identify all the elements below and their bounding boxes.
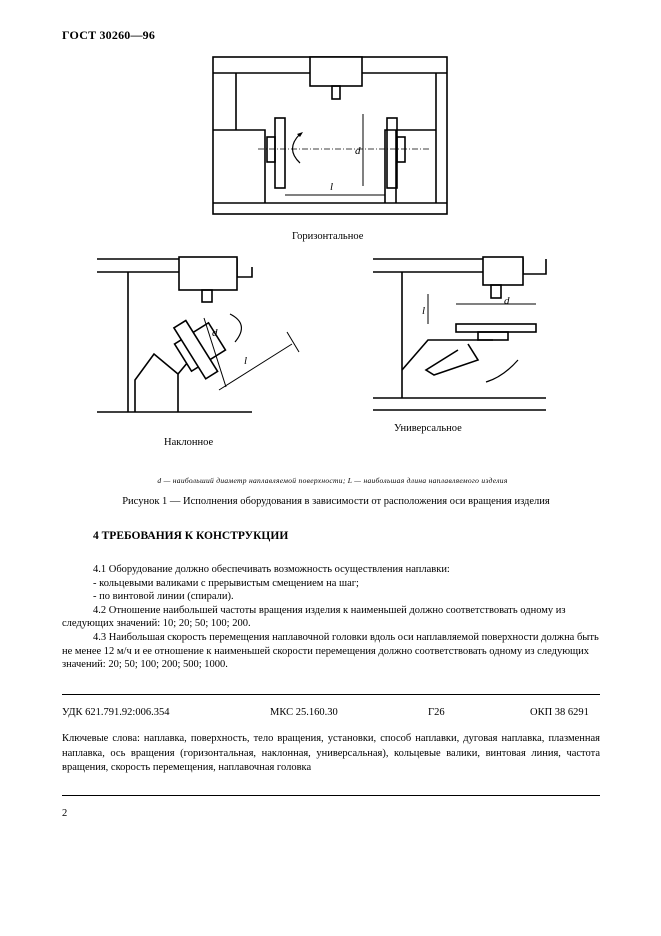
list-item: - кольцевыми валиками с прерывистым смещением на шаг;	[93, 577, 359, 589]
section-body	[62, 563, 602, 672]
caption-horizontal: Горизонтальное	[292, 231, 364, 242]
section-heading: 4 ТРЕБОВАНИЯ К КОНСТРУКЦИИ	[93, 530, 289, 542]
figure-title: Рисунок 1 — Исполнения оборудования в зависимости от расположения оси вращения изделия	[122, 496, 550, 507]
figure-universal	[368, 252, 553, 417]
document-header: ГОСТ 30260—96	[62, 28, 156, 42]
udk-code: УДК 621.791.92:006.354	[62, 707, 170, 718]
paragraph: 4.3 Наибольшая скорость перемещения наплавочной головки вдоль оси наплавляемой поверхности должна быть не менее 12 м/ч и ее отношение к наименьшей скорости перемещения должно соответствовать одному из следующих значений: 20; 50; 100; 200; 500; 1000.	[62, 631, 599, 671]
paragraph: 4.1 Оборудование должно обеспечивать возможность осуществления наплавки:	[93, 564, 450, 575]
svg-text:d: d	[212, 327, 218, 339]
svg-text:l: l	[244, 355, 248, 367]
figure-inclined	[92, 252, 307, 432]
figure-horizontal	[205, 50, 455, 225]
svg-text:d: d	[504, 295, 510, 307]
page-number: 2	[62, 808, 68, 819]
svg-text:l: l	[422, 305, 426, 317]
figure-legend: d — наибольший диаметр наплавляемой поверхности; L — наибольшая длина наплавляемого изделия	[157, 476, 508, 485]
group-code: Г26	[428, 707, 445, 718]
okp-code: ОКП 38 6291	[530, 707, 589, 718]
mks-code: МКС 25.160.30	[270, 707, 338, 718]
divider	[62, 694, 600, 695]
caption-universal: Универсальное	[394, 423, 462, 434]
divider	[62, 795, 600, 796]
length-label-l: l	[330, 181, 334, 193]
list-item: - по винтовой линии (спирали).	[93, 591, 234, 603]
diameter-label-d: d	[355, 145, 361, 157]
keywords: Ключевые слова: наплавка, поверхность, тело вращения, установки, способ наплавки, дуговая наплавка, плазменная наплавка, ось вращения (горизонтальная, наклонная, универсальная), кольцевые валики, винтовая линия, частота вращения, скорость перемещения, наплавочная головка	[62, 733, 600, 773]
caption-inclined: Наклонное	[164, 437, 214, 448]
paragraph: 4.2 Отношение наибольшей частоты вращения изделия к наименьшей должно соответствовать одному из следующих значений: 10; 20; 50; 100; 200.	[62, 604, 566, 630]
